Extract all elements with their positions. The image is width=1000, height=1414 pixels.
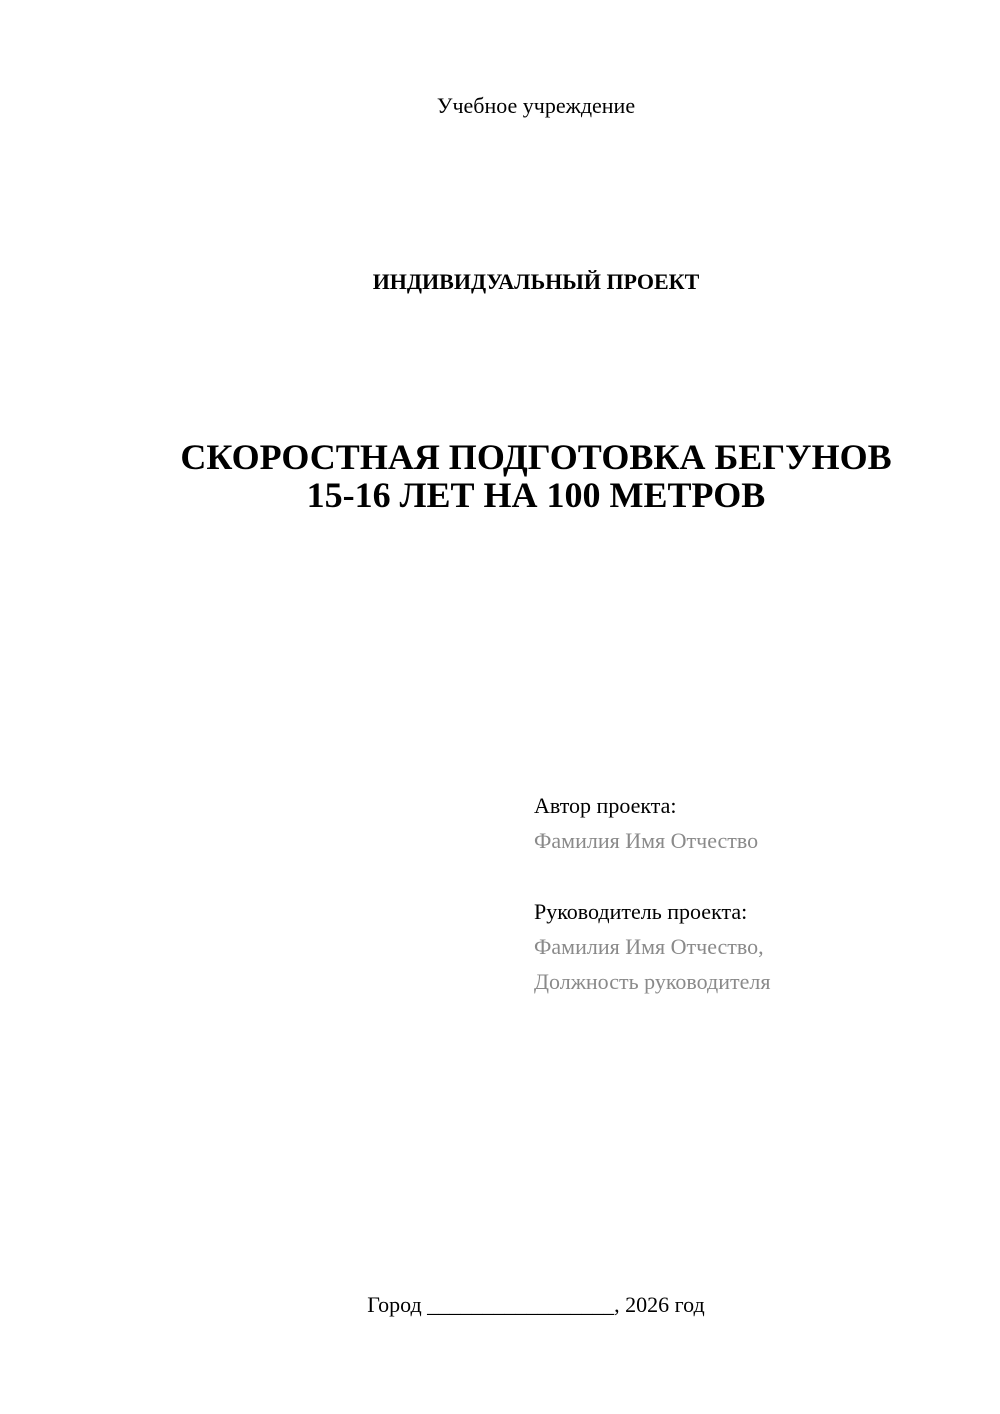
author-name: Фамилия Имя Отчество: [534, 828, 759, 853]
author-label: Автор проекта:: [534, 793, 677, 818]
project-title: [0, 438, 1000, 514]
supervisor-position: Должность руководителя: [534, 969, 771, 994]
document-type: ИНДИВИДУАЛЬНЫЙ ПРОЕКТ: [372, 269, 700, 294]
project-credits: [534, 788, 974, 999]
institution-name: Учебное учреждение: [436, 93, 636, 118]
credits-spacer: [534, 858, 974, 894]
project-title-line-2: 15-16 ЛЕТ НА 100 МЕТРОВ: [306, 475, 766, 515]
supervisor-name: Фамилия Имя Отчество,: [534, 934, 764, 959]
supervisor-label: Руководитель проекта:: [534, 899, 748, 924]
city-and-year: Город _________________, 2026 год: [367, 1292, 705, 1317]
project-title-line-1: СКОРОСТНАЯ ПОДГОТОВКА БЕГУНОВ: [180, 437, 892, 477]
